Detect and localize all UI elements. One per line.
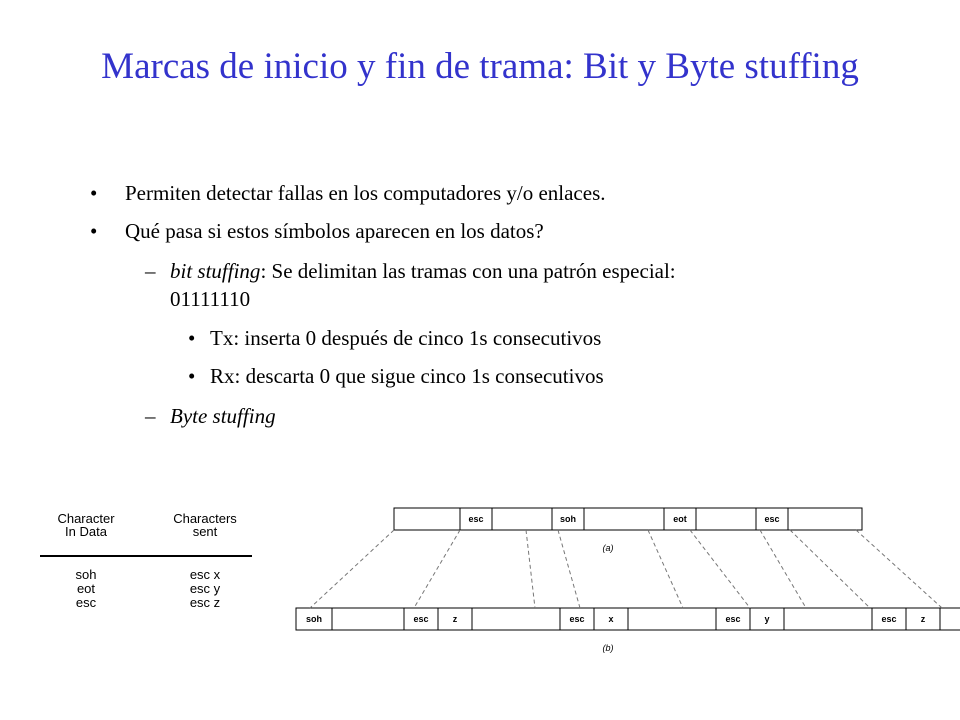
frame-b-cell-label: esc: [725, 614, 741, 624]
frame-a: [394, 508, 862, 530]
frame-a-cell: [584, 508, 664, 530]
frame-a-cell-label: esc: [764, 514, 780, 524]
frame-a-cell-label: soh: [559, 514, 577, 524]
frame-a-cell: [696, 508, 756, 530]
bullet-marker: •: [90, 219, 98, 243]
frame-a-cell-label: esc: [468, 514, 484, 524]
frame-b-cell-label: soh: [305, 614, 323, 624]
flag-pattern: 01111110: [170, 287, 251, 311]
dash-marker: –: [145, 259, 156, 283]
table-cell: soh: [75, 567, 97, 582]
table-header-sent: Characters sent: [173, 511, 237, 539]
table-cell: esc x: [189, 567, 221, 582]
frame-b-cell-label: z: [920, 614, 926, 624]
byte-stuffing-diagram: [290, 498, 960, 668]
frame-b-cell-label: esc: [413, 614, 429, 624]
frame-b: [296, 608, 960, 630]
slide-title: Marcas de inicio y fin de trama: Bit y Byte stuffing: [101, 46, 859, 87]
mapping-line: [648, 530, 683, 608]
mapping-line: [760, 530, 806, 608]
mapping-lines: [310, 530, 942, 608]
sub-bullet-byte-stuffing: Byte stuffing: [170, 404, 276, 428]
byte-stuffing-table: [40, 512, 252, 624]
frame-b-cell-label: esc: [881, 614, 897, 624]
frame-b-cell: [472, 608, 560, 630]
frame-a-cell: [492, 508, 552, 530]
mapping-line: [856, 530, 942, 608]
bullet-2: Qué pasa si estos símbolos aparecen en los datos?: [125, 219, 544, 243]
frame-b-cell: [628, 608, 716, 630]
table-cell: eot: [76, 581, 96, 596]
mapping-line: [526, 530, 535, 608]
mapping-line: [790, 530, 870, 608]
frame-a-cell-label: eot: [673, 514, 687, 524]
mapping-line: [414, 530, 460, 608]
bullet-marker: •: [188, 326, 196, 350]
frame-b-cell: [332, 608, 404, 630]
bullet-1: Permiten detectar fallas en los computadores y/o enlaces.: [125, 181, 606, 205]
table-cell: esc y: [189, 581, 221, 596]
dash-marker: –: [145, 404, 156, 428]
frame-b-cell-label: esc: [569, 614, 585, 624]
frame-b-label: (b): [602, 643, 614, 653]
sub-sub-bullet-tx: Tx: inserta 0 después de cinco 1s consecutivos: [210, 326, 602, 350]
mapping-line: [310, 530, 394, 608]
mapping-line: [690, 530, 750, 608]
bit-stuffing-term: bit stuffing: [170, 259, 261, 283]
frame-b-cell-label: z: [452, 614, 458, 624]
frame-a-label: (a): [602, 543, 614, 553]
table-cell: esc: [75, 595, 97, 610]
frame-b-cell: [784, 608, 872, 630]
bullet-marker: •: [90, 181, 98, 205]
mapping-line: [558, 530, 580, 608]
frame-b-cell-label: y: [764, 614, 770, 624]
frame-a-cell: [394, 508, 460, 530]
sub-bullet-bit-stuffing: [170, 258, 676, 284]
table-cell: esc z: [189, 595, 221, 610]
frame-b-cell: [940, 608, 960, 630]
table-header-character: Character In Data: [57, 511, 115, 539]
frame-b-cell-label: x: [608, 614, 614, 624]
frame-a-cell: [788, 508, 862, 530]
table-divider: [40, 555, 252, 557]
bullet-marker: •: [188, 364, 196, 388]
sub-sub-bullet-rx: Rx: descarta 0 que sigue cinco 1s consecutivos: [210, 364, 604, 388]
bit-stuffing-text: : Se delimitan las tramas con una patrón especial:: [260, 259, 676, 283]
